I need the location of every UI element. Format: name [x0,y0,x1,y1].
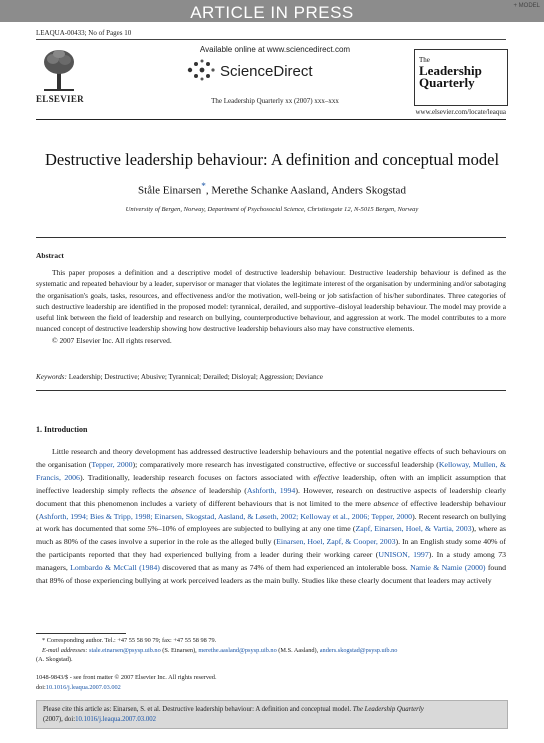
abstract-copyright: © 2007 Elsevier Inc. All rights reserved. [52,335,172,345]
author-list: Ståle Einarsen*, Merethe Schanke Aasland, Anders Skogstad [138,181,406,197]
abstract-rule-top [36,237,506,238]
journal-cover-title: The Leadership Quarterly [419,56,482,90]
available-online: Available online at www.sciencedirect.com [199,45,351,54]
elsevier-logo [36,46,84,104]
citation-link[interactable]: Lombardo & McCall (1984) [70,563,160,573]
citation-link[interactable]: Namie & Namie (2000) [410,563,486,573]
citation-link[interactable]: Ashforth, 1994; Bies & Tripp, 1998; Einarsen, Skogstad, Aasland, & Løseth, 2002; Kelloway et al., 2006; Tepper, 2000 [38,511,413,521]
keywords: Keywords: Leadership; Destructive; Abusive; Tyrannical; Derailed; Disloyal; Aggression; Deviance [36,373,323,381]
footnote-rule [36,633,126,634]
affiliation: University of Bergen, Norway, Department of Psychosocial Science, Christiesgate 12, N-5015 Bergen, Norway [125,206,419,213]
email-addresses: E-mail addresses: stale.einarsen@psysp.uib.no (S. Einarsen), merethe.aasland@psysp.uib.no (M.S. Aasland), anders.skogstad@psysp.uib.no [42,646,398,654]
article-id: LEAQUA-00433; No of Pages 10 [36,29,132,37]
abstract-heading: Abstract [36,251,64,260]
issn-line: 1048-9843/$ - see front matter © 2007 Elsevier Inc. All rights reserved. [36,674,217,681]
citation-link[interactable]: Tepper, 2000 [91,459,133,469]
paper-title: Destructive leadership behaviour: A definition and conceptual model [44,150,500,169]
footnote: * Corresponding author. Tel.: +47 55 58 90 79; fax: +47 55 58 98 79. E-mail addresses: stale.einarsen@psysp.uib.no (S. Einarsen), merethe.aasland@psysp.uib.no (M.S. Aasland), anders.skogstad@psysp.uib.no (A. Skogstad). [36,636,506,665]
introduction-body: Little research and theory development has addressed destructive leadership behaviours and the potential negative effects of such behaviours on the organisation (Tepper, 2000); comparatively more research has investigated constructive, effective or successful leadership (Kelloway, Mullen, & Francis, 2006). Traditionally, leadership research focuses on factors associated with effective leadership, often with an implicit assumption that ineffective leadership simply reflects the absence of leadership (Ashforth, 1994). However, research on destructive aspects of leadership clearly document that this phenomenon includes a variety of different behaviours that is not limited to the mere absence of effective leadership behaviour (Ashforth, 1994; Bies & Tripp, 1998; Einarsen, Skogstad, Aasland, & Løseth, 2002; Kelloway et al., 2006; Tepper, 2000). Recent research on bullying at work has documented that some 5%–10% of employees are subjected to bullying at any one time (Zapf, Einarsen, Hoel, & Vartia, 2003), where as much as 80% of the cases involve a superior in the role as the alleged bully (Einarsen, Hoel, Zapf, & Cooper, 2003). In an English study some 40% of the participants reported that they had experienced bullying from a leader during their working career (UNISON, 1997). In a study among 73 managers, Lombardo & McCall (1984) discovered that as many as 74% of them had experienced an intolerable boss. Namie & Namie (2000) found that 89% of those experiencing bullying at work perceived leaders as the main bully. Studies like these clearly document that leaders may actively [36,447,507,586]
email-link[interactable]: stale.einarsen@psysp.uib.no [89,646,161,654]
article-in-press-banner [0,0,544,22]
sciencedirect-dots-icon [185,58,217,82]
banner-title: ARTICLE IN PRESS [190,3,354,22]
citation-link[interactable]: UNISON, 1997 [378,550,429,560]
email-link[interactable]: anders.skogstad@psysp.uib.no [319,646,398,654]
elsevier-tree-icon [42,48,76,92]
journal-citation-line: The Leadership Quarterly xx (2007) xxx–xxx [211,97,339,105]
citation-link[interactable]: Ashforth, 1994 [246,485,296,495]
journal-url[interactable]: www.elsevier.com/locate/leaqua [415,108,506,116]
abstract-body: This paper proposes a definition and a descriptive model of destructive leadership behaviour. Destructive leadership behaviour is defined as the systematic and repeated behaviour by a leader, supervisor or manager that violates the legitimate interest of the organisation by undermining and/or sabotaging the organisation's goals, tasks, resources, and effectiveness and/or the motivation, well-being or job satisfaction of his/her subordinates. Three categories of such destructive leadership are identified in the proposed model: tyrannical, derailed, and supportive–disloyal leadership behaviour. The model may provide a useful link between the field of leadership and research on bullying, counterproductive behaviour, and aggression at work. The model contributes to a more nuanced concept of destructive leadership showing how destructive leadership behaviours also may have constructive elements. © 2007 Elsevier Inc. All rights reserved. [36,268,506,345]
cite-text: Please cite this article as: Einarsen, S. et al. Destructive leadership behaviour: A definition and conceptual model. The Leadership Quarterly (2007), doi:10.1016/j.leaqua.2007.03.002 [43,706,424,723]
elsevier-wordmark: ELSEVIER [36,94,84,104]
model-tag: + MODEL [513,3,540,9]
abstract-rule-bottom [36,390,506,391]
citation-link[interactable]: Zapf, Einarsen, Hoel, & Vartia, 2003 [355,524,472,534]
doi-link[interactable]: 10.1016/j.leaqua.2007.03.002 [75,716,157,723]
header-rule-top [36,39,506,40]
sciencedirect-wordmark: ScienceDirect [220,63,313,80]
header-rule-bottom [36,119,506,120]
cite-this-article-box [36,700,508,729]
doi-link[interactable]: 10.1016/j.leaqua.2007.03.002 [45,684,121,691]
issn-doi: 1048-9843/$ - see front matter © 2007 Elsevier Inc. All rights reserved. doi:10.1016/j.leaqua.2007.03.002 [36,673,506,693]
corresponding-author-note: * Corresponding author. Tel.: +47 55 58 90 79; fax: +47 55 58 98 79. [42,637,217,644]
corresponding-author-mark[interactable]: * [201,181,206,191]
journal-cover-logo [414,49,508,106]
citation-link[interactable]: Kelloway, Mullen, & Francis, 2006 [36,459,506,482]
section-heading-introduction: 1. Introduction [36,425,88,434]
citation-link[interactable]: Einarsen, Hoel, Zapf, & Cooper, 2003 [276,537,396,547]
email-link[interactable]: merethe.aasland@psysp.uib.no [198,646,277,654]
